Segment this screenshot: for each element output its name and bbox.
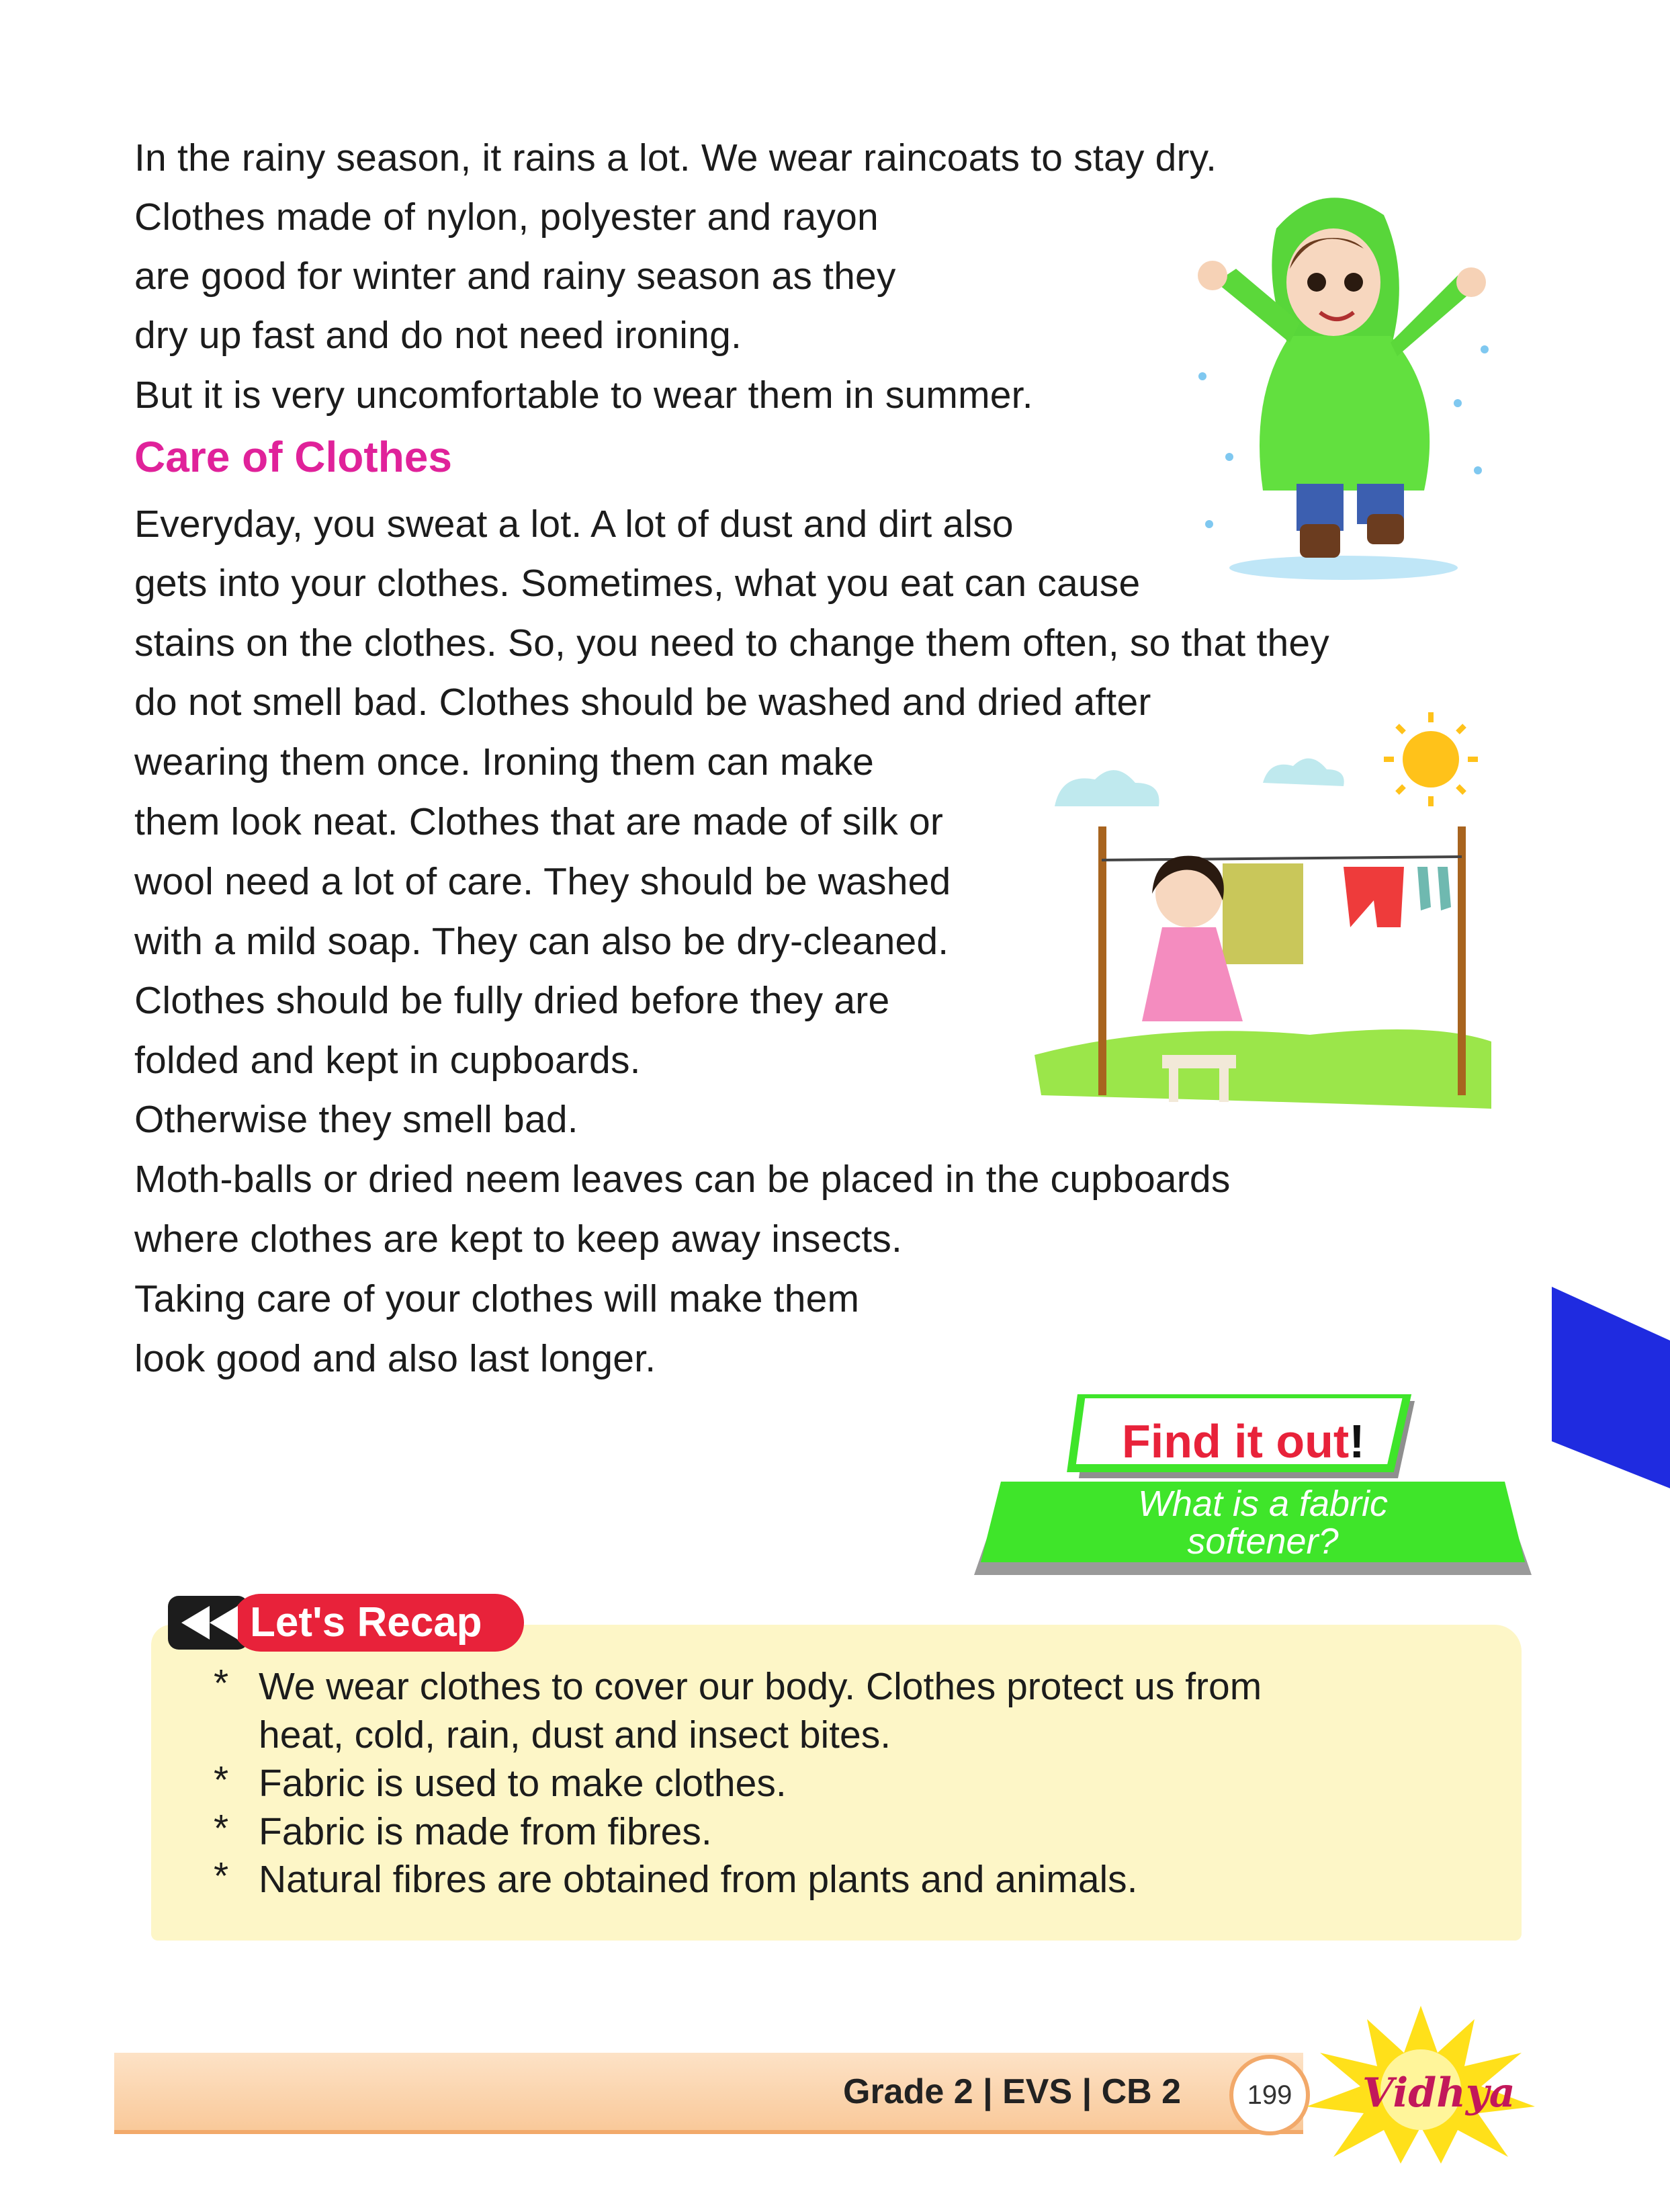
body-line: Clothes made of nylon, polyester and rayon <box>134 196 879 239</box>
body-line: folded and kept in cupboards. <box>134 1039 641 1082</box>
footer-divider <box>114 2130 1303 2134</box>
bullet-icon: * <box>214 1662 229 1705</box>
recap-item-line: Natural fibres are obtained from plants and animals. <box>259 1858 1138 1901</box>
body-line: do not smell bad. Clothes should be washed and dried after <box>134 681 1151 724</box>
body-line: gets into your clothes. Sometimes, what you eat can cause <box>134 562 1141 605</box>
body-line: look good and also last longer. <box>134 1337 656 1380</box>
bullet-icon: * <box>214 1807 229 1850</box>
logo-text: Vidhya <box>1362 2070 1515 2117</box>
recap-item-line: We wear clothes to cover our body. Clothes protect us from <box>259 1665 1262 1708</box>
body-line: Taking care of your clothes will make them <box>134 1277 860 1320</box>
body-line: with a mild soap. They can also be dry-cleaned. <box>134 920 949 963</box>
body-line: Everyday, you sweat a lot. A lot of dust and dirt also <box>134 503 1014 546</box>
bullet-icon: * <box>214 1855 229 1898</box>
recap-item-line: Fabric is made from fibres. <box>259 1810 712 1853</box>
question-line: softener? <box>1187 1521 1339 1562</box>
body-line: stains on the clothes. So, you need to change them often, so that they <box>134 622 1329 665</box>
find-it-out-title-text: Find it out <box>1122 1415 1350 1467</box>
bullet-icon: * <box>214 1758 229 1801</box>
body-line: wool need a lot of care. They should be washed <box>134 860 951 903</box>
page-number: 199 <box>1229 2055 1310 2135</box>
find-it-out-question <box>1088 1485 1438 1560</box>
raincoat-child-illustration <box>1189 175 1505 585</box>
body-line: where clothes are kept to keep away insects. <box>134 1218 903 1261</box>
body-line: them look neat. Clothes that are made of silk or <box>134 800 944 843</box>
clothesline-illustration <box>1028 706 1498 1109</box>
body-line: Otherwise they smell bad. <box>134 1098 578 1141</box>
question-line: What is a fabric <box>1137 1484 1389 1524</box>
body-line: But it is very uncomfortable to wear them in summer. <box>134 374 1033 417</box>
recap-item-line: Fabric is used to make clothes. <box>259 1762 787 1805</box>
recap-item-line: heat, cold, rain, dust and insect bites. <box>259 1713 891 1756</box>
body-line: are good for winter and rainy season as they <box>134 255 896 298</box>
footer-label: Grade 2 | EVS | CB 2 <box>843 2072 1182 2111</box>
exclamation-mark: ! <box>1349 1415 1365 1467</box>
recap-title: Let's Recap <box>250 1599 482 1646</box>
body-line: dry up fast and do not need ironing. <box>134 314 742 357</box>
section-heading: Care of Clothes <box>134 433 452 481</box>
body-line: In the rainy season, it rains a lot. We wear raincoats to stay dry. <box>134 136 1217 179</box>
body-line: wearing them once. Ironing them can make <box>134 740 875 783</box>
body-line: Clothes should be fully dried before they are <box>134 979 890 1022</box>
body-line: Moth-balls or dried neem leaves can be placed in the cupboards <box>134 1158 1231 1201</box>
find-it-out-title <box>1122 1414 1365 1468</box>
